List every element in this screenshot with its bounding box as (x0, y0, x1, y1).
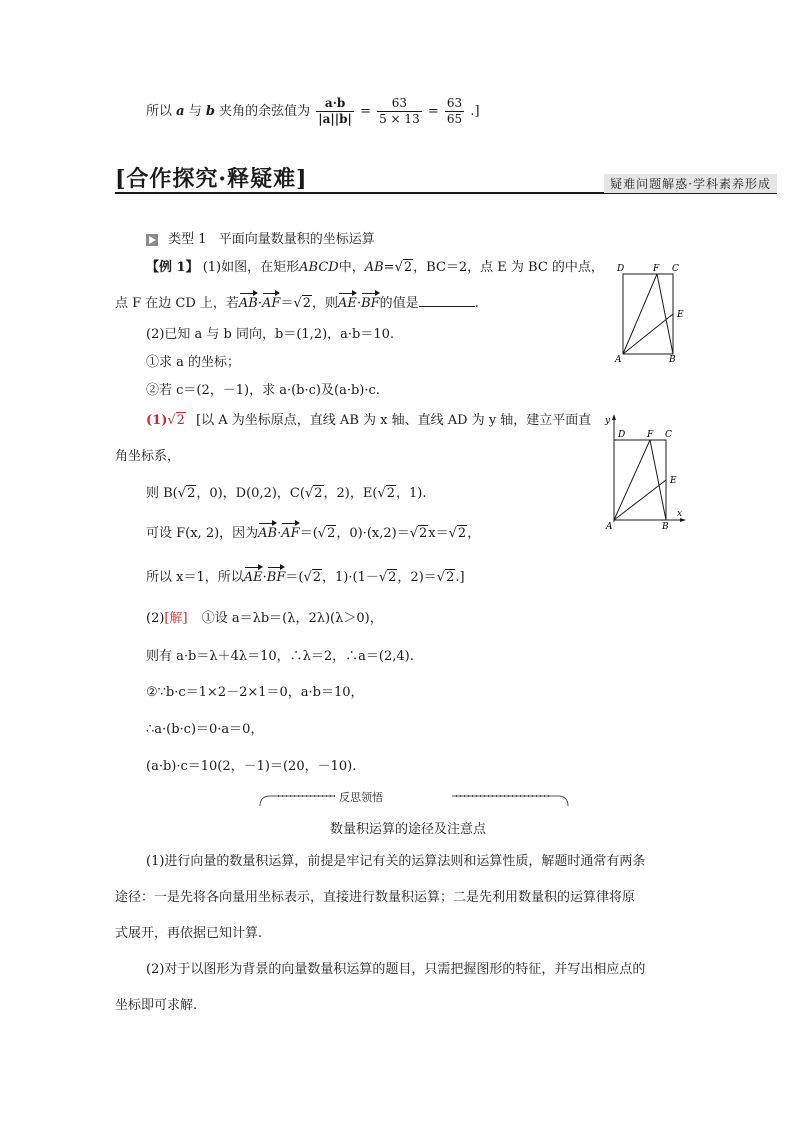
radicand: 2 (314, 486, 323, 501)
text: ，BC＝2，点 E 为 BC 的中点， (413, 260, 604, 275)
dot: · (262, 570, 267, 585)
radicand: 2 (187, 486, 196, 501)
solution2-line3: ②∵b·c＝1×2－2×1＝0，a·b＝10， (146, 685, 364, 700)
vector-ae: AE (338, 296, 357, 311)
vector-af: AF (281, 526, 300, 541)
segment-ae (623, 314, 673, 354)
text: 的值是 (379, 296, 419, 311)
text: = (383, 260, 395, 275)
radicand: 2 (388, 570, 397, 585)
radicand: 2 (446, 570, 455, 585)
example-q2: ②若 c＝(2，－1)，求 a·(b·c)及(a·b)·c. (146, 383, 380, 398)
text: 与 (188, 104, 202, 119)
example-line-1: 【例 1】 (1)如图，在矩形ABCD中，AB=√2，BC＝2，点 E 为 BC 的中点， (146, 260, 604, 275)
label-a: A (606, 522, 613, 532)
text: 中， (338, 260, 365, 275)
label-c: C (665, 430, 672, 440)
answer-blank (419, 294, 475, 307)
intro-line (146, 96, 480, 127)
label-f: F (647, 430, 654, 440)
play-icon (146, 234, 158, 246)
text: ABCD (299, 260, 339, 275)
coordinate-figure-2 (604, 412, 694, 534)
text: (1)如图，在矩形 (202, 260, 300, 275)
reflection-p1-line2: 途径：一是先将各向量用坐标表示，直接进行数量积运算；二是先利用数量积的运算律将原 (115, 890, 636, 905)
vector-ab: AB (238, 296, 258, 311)
label-d: D (617, 264, 625, 274)
section-header (115, 162, 777, 194)
radicand: 2 (327, 526, 336, 541)
reflection-divider (258, 790, 570, 808)
segment-bf (650, 440, 666, 520)
type-heading (146, 228, 375, 247)
frac-den: |a||b| (318, 112, 352, 126)
text: .] (470, 104, 480, 119)
var-a: a (176, 104, 185, 119)
text: 所以 x＝1，所以 (146, 570, 244, 585)
vector-ab: AB (258, 526, 278, 541)
text: ，1). (396, 486, 427, 501)
label-e: E (677, 310, 684, 320)
frac-den: 5 × 13 (379, 112, 420, 126)
label-e: E (670, 476, 677, 486)
solution2-line4: ∴a·(b·c)＝0·a＝0， (146, 722, 264, 737)
radicand: 2 (312, 570, 322, 585)
text: x＝ (428, 526, 449, 541)
solution2-line5: (a·b)·c＝10(2，－1)＝(20，－10). (146, 759, 357, 774)
label-y: y (605, 416, 611, 426)
frac-num: 63 (377, 96, 422, 112)
solution2-line1 (146, 607, 383, 626)
y-arrow (612, 414, 616, 420)
section-title: [合作探究·释疑难] (115, 166, 308, 192)
text: .] (455, 570, 465, 585)
text: AB (364, 260, 384, 275)
frac-num: 63 (446, 96, 463, 110)
dot: · (277, 526, 282, 541)
example-part2: (2)已知 a 与 b 同向，b＝(1,2)，a·b＝10. (146, 327, 395, 342)
fraction-cos (316, 96, 354, 127)
label-x: x (677, 509, 683, 519)
reflection-p1-line1: (1)进行向量的数量积运算，前提是牢记有关的运算法则和运算性质，解题时通常有两条 (146, 854, 646, 869)
vector-bf: BF (361, 296, 380, 311)
text: 可设 F(x, 2)，因为 (146, 526, 259, 541)
label-c: C (672, 264, 679, 274)
text: 所以 (146, 104, 173, 119)
label-b: B (669, 355, 676, 365)
text: 夹角的余弦值为 (219, 104, 311, 119)
equals: = (360, 104, 371, 119)
solution2-line2: 则有 a·b＝λ＋4λ＝10，∴λ＝2，∴a＝(2,4). (146, 649, 414, 664)
reflection-p2-line1: (2)对于以图形为背景的向量数量积运算的题目，只需把握图形的特征，并写出相应点的 (146, 962, 646, 977)
vector-af: AF (262, 296, 281, 311)
text: ，2)，E( (323, 486, 378, 501)
solution-label: [解] (164, 611, 188, 626)
dot: · (257, 296, 263, 311)
text: ①设 a＝λb＝(λ，2λ)(λ＞0)， (201, 611, 383, 626)
text: ，0)，D(0,2)，C( (196, 486, 305, 501)
solution1-line5: 所以 x＝1，所以AE·BF＝(√2，1)·(1－√2，2)＝√2.] (146, 570, 465, 585)
answer-value: 2 (176, 413, 185, 428)
label-d: D (618, 430, 626, 440)
vector-ae: AE (243, 570, 263, 585)
reflection-p1-line3: 式展开，再依据已知计算. (115, 926, 263, 941)
segment-bf (657, 274, 673, 354)
text: ， (467, 526, 481, 541)
segment-af (614, 440, 650, 520)
text: ＝( (285, 570, 304, 585)
text: ＝( (299, 526, 318, 541)
reflection-badge: 反思领悟 (335, 789, 387, 805)
frac-den: 65 (446, 112, 463, 126)
vector-bf: BF (266, 570, 286, 585)
segment-ae (614, 480, 666, 520)
text: . (474, 296, 479, 311)
label-a: A (615, 355, 622, 365)
text: 点 F 在边 CD 上，若 (115, 296, 239, 311)
type-title: 平面向量数量积的坐标运算 (218, 232, 375, 247)
text: ，2)＝ (397, 570, 437, 585)
text: [以 A 为坐标原点，直线 AB 为 x 轴、直线 AD 为 y 轴，建立平面直 (196, 413, 592, 428)
radicand: 2 (386, 486, 396, 501)
example-line-2: 点 F 在边 CD 上，若AB·AF＝√2，则AE·BF的值是 . (115, 296, 479, 311)
fraction-63-5x13 (377, 96, 422, 127)
dot: · (356, 296, 362, 311)
text: ，0)·(x,2)＝ (336, 526, 410, 541)
radicand: 2 (457, 526, 467, 541)
answer-label: (1) (146, 413, 168, 428)
fraction-63-65 (445, 96, 464, 127)
reflection-p2-line2: 坐标即可求解. (115, 998, 198, 1013)
frac-num: a·b (316, 96, 354, 112)
example-label: 【例 1】 (146, 260, 199, 275)
solution1-line2: 角坐标系， (115, 449, 181, 464)
equals: = (427, 104, 439, 119)
solution1-line1: (1)√2 [以 A 为坐标原点，直线 AB 为 x 轴、直线 AD 为 y 轴，建立平面直 (146, 413, 592, 428)
label-f: F (653, 264, 660, 274)
rectangle-figure-1 (612, 260, 692, 365)
solution1-line4: 可设 F(x, 2)，因为AB·AF＝(√2，0)·(x,2)＝√2x＝√2， (146, 526, 481, 541)
var-b: b (205, 104, 215, 119)
text: 则 B( (146, 486, 178, 501)
text: (2) (146, 611, 165, 626)
reflection-heading: 数量积运算的途径及注意点 (330, 822, 487, 837)
segment-af (623, 274, 657, 354)
text: ＝ (280, 296, 294, 311)
radicand: 2 (302, 296, 312, 311)
radicand: 2 (403, 260, 413, 275)
text: ，则 (312, 296, 339, 311)
radicand: 2 (419, 526, 428, 541)
text: ，1)·(1－ (322, 570, 379, 585)
example-q1: ①求 a 的坐标； (146, 355, 241, 370)
section-tag: 疑难问题解惑·学科素养形成 (604, 174, 777, 193)
solution1-line3: 则 B(√2，0)，D(0,2)，C(√2，2)，E(√2，1). (146, 486, 427, 501)
label-b: B (662, 522, 669, 532)
type-label: 类型 1 (168, 232, 207, 247)
